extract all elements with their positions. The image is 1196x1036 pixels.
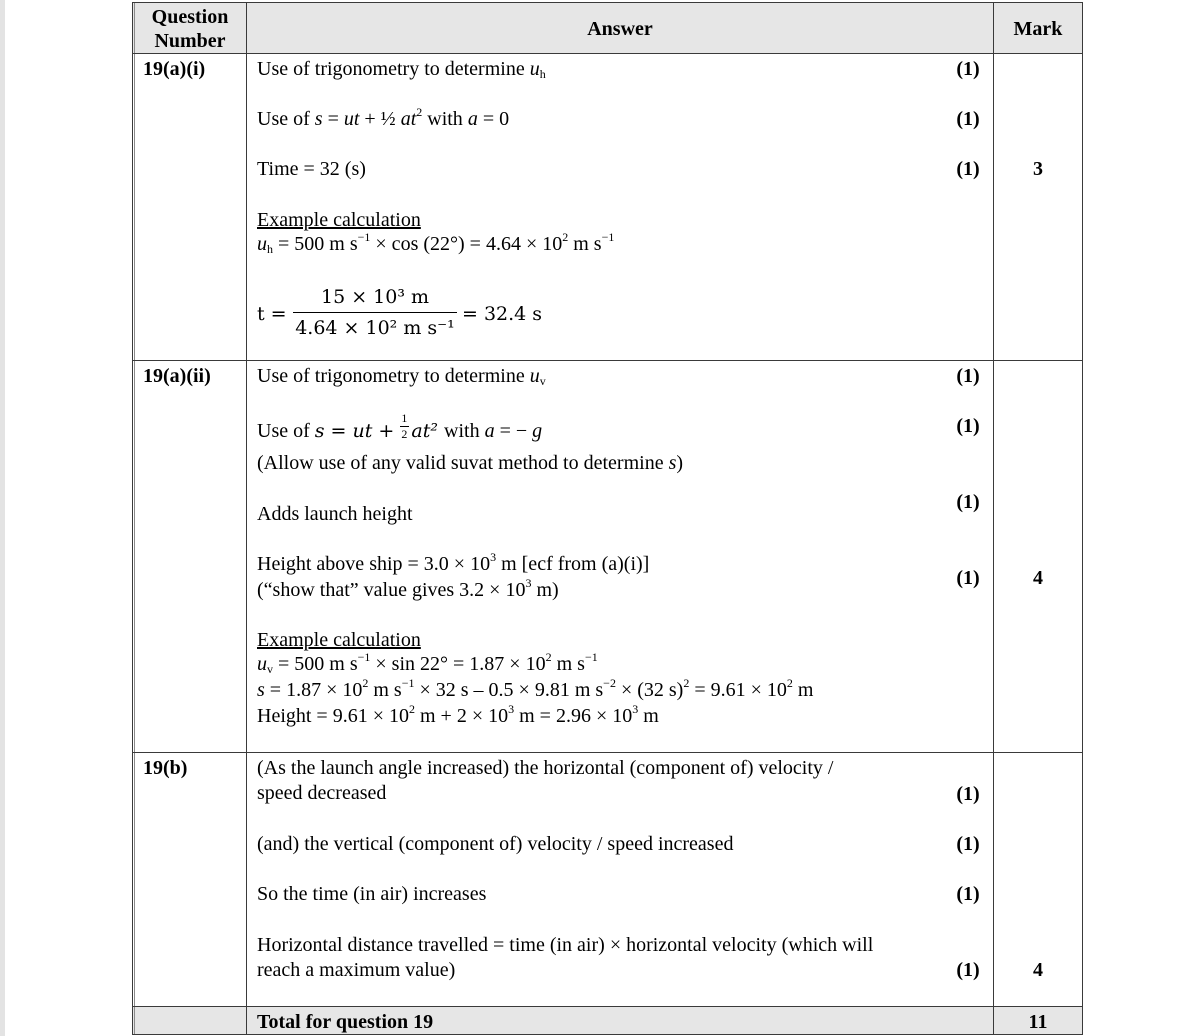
table-border-top bbox=[132, 2, 1083, 3]
mark-point: (1) bbox=[956, 783, 980, 805]
answer-line: Horizontal distance travelled = time (in air) × horizontal velocity (which will bbox=[257, 934, 874, 956]
mark-total-19aii: 4 bbox=[1033, 567, 1043, 589]
example-line: Height = $9.61 \times 10^2$ $m + 2 \times 10^3$ $m = 2.96 \times 10^3$ m bbox=[257, 702, 659, 727]
answer-line: So the time (in air) increases bbox=[257, 883, 487, 905]
row-divider-2 bbox=[132, 752, 1083, 753]
header-answer: Answer bbox=[587, 18, 653, 40]
mark-point: (1) bbox=[956, 365, 980, 387]
fraction-numerator: 15 × 10³ m bbox=[320, 286, 430, 308]
answer-line: speed decreased bbox=[257, 782, 387, 804]
question-number-19b: 19(b) bbox=[143, 757, 188, 779]
answer-line: (Allow use of any valid suvat method to determine s) bbox=[257, 452, 684, 474]
table-border-bottom bbox=[132, 1034, 1083, 1035]
answer-line: Use of trigonometry to determine $u_v$ bbox=[257, 365, 546, 388]
mark-point: (1) bbox=[956, 959, 980, 981]
row-divider-1 bbox=[132, 360, 1083, 361]
header-divider bbox=[132, 53, 1083, 54]
column-divider-1 bbox=[246, 2, 247, 1035]
question-number-19ai: 19(a)(i) bbox=[143, 58, 206, 80]
example-line: $s = 1.87 \times 10^2$ m $s^{-1} \times 32$ s – 0.5 × 9.81 m $s^{-2} \times (32$ $s)^2 = 9.61 \times 10^2$ m bbox=[257, 676, 814, 701]
answer-line: Use of s = ut + ½ $at^2$ with a = 0 bbox=[257, 105, 510, 130]
footer-divider bbox=[132, 1006, 1083, 1007]
mark-total-19ai: 3 bbox=[1033, 158, 1043, 180]
example-calculation-title: Example calculation bbox=[257, 209, 421, 231]
answer-line: Use of trigonometry to determine $u_h$ bbox=[257, 58, 546, 81]
total-label: Total for question 19 bbox=[257, 1011, 434, 1033]
inner-double-left bbox=[134, 2, 135, 1035]
mark-total-19b: 4 bbox=[1033, 959, 1043, 981]
example-line: $u_v = 500$ m $s^{-1} \times \sin 22^\circ = 1.87 \times 10^2$ m $s^{-1}$ bbox=[257, 650, 598, 676]
mark-point: (1) bbox=[956, 567, 980, 589]
mark-point: (1) bbox=[956, 491, 980, 513]
grand-total: 11 bbox=[1028, 1011, 1048, 1033]
half-fraction: $\frac{1}{2}$ bbox=[401, 411, 408, 441]
fraction-denominator: 4.64 × 10² m s⁻¹ bbox=[295, 317, 455, 339]
mark-point: (1) bbox=[956, 883, 980, 905]
answer-line: Time = 32 (s) bbox=[257, 158, 366, 180]
question-number-19aii: 19(a)(ii) bbox=[143, 365, 211, 387]
example-calculation-title: Example calculation bbox=[257, 629, 421, 651]
example-line: $u_h = 500$ m $s^{-1} \times \cos (22^\circ) = 4.64 \times 10^2$ m $s^{-1}$ bbox=[257, 230, 615, 256]
answer-line: (“show that” value gives $3.2 \times 10^3$ m) bbox=[257, 576, 559, 601]
mark-point: (1) bbox=[956, 415, 980, 437]
answer-line: Height above ship = $3.0 \times 10^3$ m [ecf from (a)(i)] bbox=[257, 550, 650, 575]
table-border-left bbox=[132, 2, 133, 1035]
answer-line: Adds launch height bbox=[257, 503, 413, 525]
mark-point: (1) bbox=[956, 158, 980, 180]
answer-line: Use of s = ut + $\frac{1}{2}$ at² with a = − g bbox=[257, 411, 543, 442]
fraction-result: = 32.4 s bbox=[462, 303, 543, 325]
mark-point: (1) bbox=[956, 833, 980, 855]
fraction-lhs: t = bbox=[257, 303, 287, 325]
mark-point: (1) bbox=[956, 108, 980, 130]
header-question-number: Question Number bbox=[151, 6, 229, 52]
fraction-bar bbox=[293, 312, 457, 313]
answer-line: reach a maximum value) bbox=[257, 959, 456, 981]
answer-line: (As the launch angle increased) the horizontal (component of) velocity / bbox=[257, 757, 834, 779]
header-mark: Mark bbox=[1013, 18, 1063, 40]
mark-point: (1) bbox=[956, 58, 980, 80]
answer-line: (and) the vertical (component of) velocity / speed increased bbox=[257, 833, 734, 855]
table-border-right bbox=[1082, 2, 1083, 1035]
